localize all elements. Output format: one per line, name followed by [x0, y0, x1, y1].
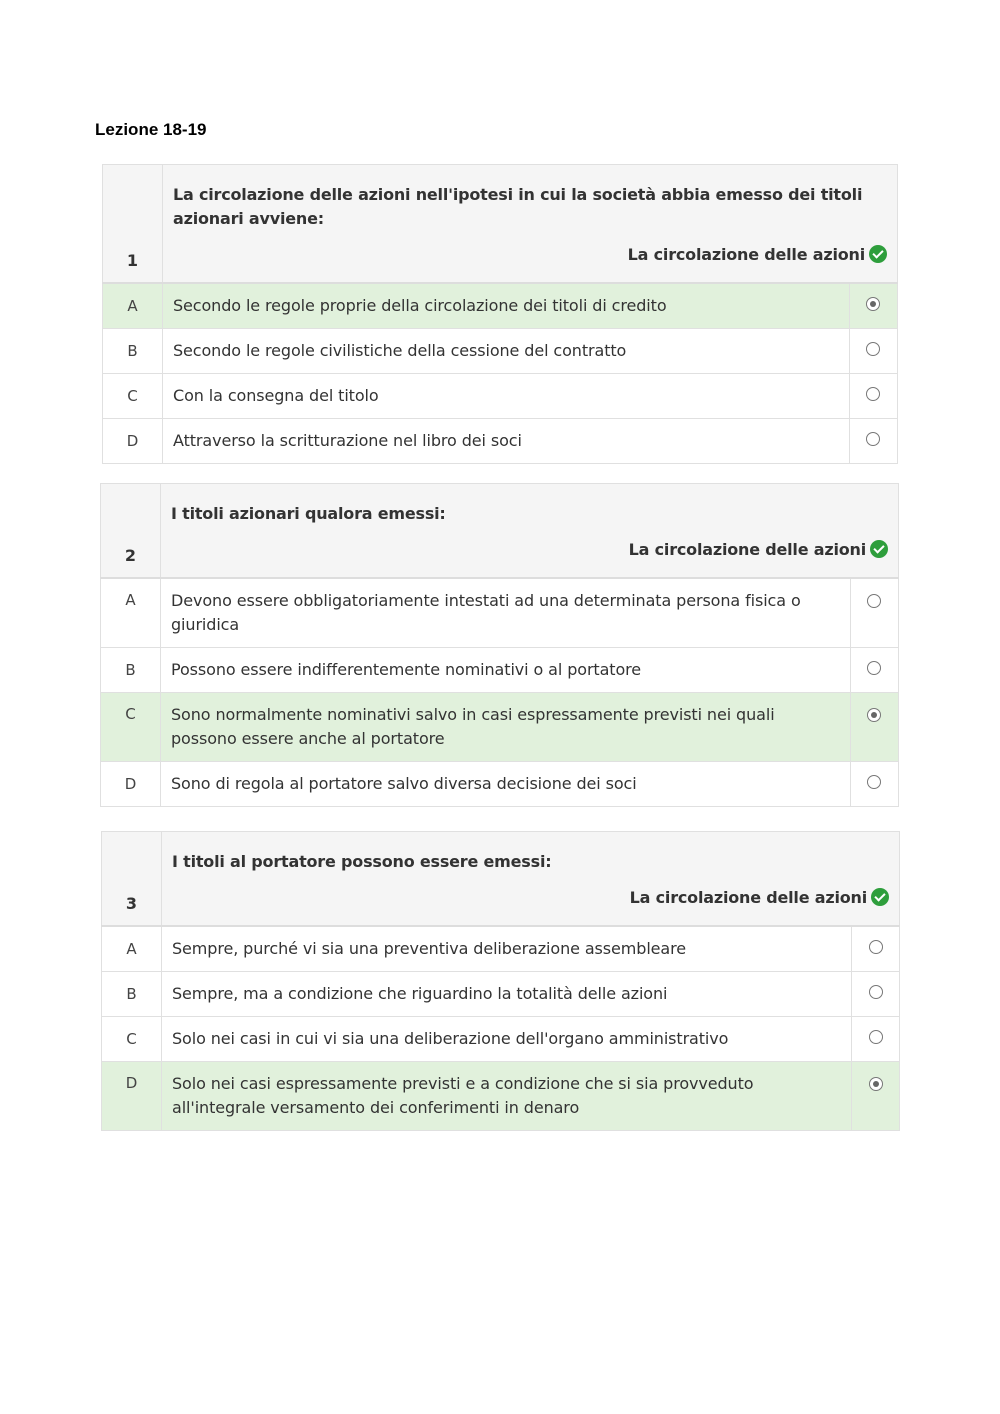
radio-icon[interactable]	[867, 775, 881, 789]
option-letter: D	[102, 1061, 162, 1130]
radio-icon[interactable]	[869, 1030, 883, 1044]
radio-icon[interactable]	[866, 432, 880, 446]
option-row[interactable]	[102, 1016, 900, 1061]
topic-label: La circolazione delle azioni	[627, 244, 865, 264]
page-title: Lezione 18-19	[95, 120, 207, 139]
option-radio-cell[interactable]	[852, 1016, 900, 1061]
option-row[interactable]	[102, 926, 900, 972]
radio-icon[interactable]	[869, 940, 883, 954]
option-row[interactable]	[101, 692, 899, 761]
question-number: 1	[103, 165, 163, 283]
option-text: Secondo le regole civilistiche della cessione del contratto	[163, 328, 850, 373]
radio-selected-icon[interactable]	[866, 297, 880, 311]
option-letter: A	[101, 578, 161, 648]
option-text: Devono essere obbligatoriamente intestati ad una determinata persona fisica o giuridica	[161, 578, 851, 648]
option-letter: D	[101, 761, 161, 806]
option-text: Con la consegna del titolo	[163, 373, 850, 418]
option-letter: A	[103, 283, 163, 329]
option-text: Sempre, purché vi sia una preventiva deliberazione assembleare	[162, 926, 852, 972]
check-circle-icon	[871, 888, 889, 906]
option-row[interactable]	[102, 971, 900, 1016]
option-row[interactable]	[103, 283, 898, 329]
radio-selected-icon[interactable]	[869, 1077, 883, 1091]
question-number: 2	[101, 484, 161, 578]
topic-label: La circolazione delle azioni	[629, 887, 867, 907]
question-text: La circolazione delle azioni nell'ipotesi in cui la società abbia emesso dei titoli azionari avviene:	[173, 184, 863, 228]
topic-label: La circolazione delle azioni	[628, 539, 866, 559]
question-header	[101, 484, 899, 578]
option-radio-cell[interactable]	[852, 971, 900, 1016]
question-number: 3	[102, 832, 162, 926]
check-circle-icon	[869, 245, 887, 263]
option-row[interactable]	[101, 578, 899, 648]
option-radio-cell[interactable]	[850, 578, 898, 648]
option-row[interactable]	[103, 328, 898, 373]
option-text: Secondo le regole proprie della circolazione dei titoli di credito	[163, 283, 850, 329]
option-row[interactable]	[101, 761, 899, 806]
question-body	[163, 165, 898, 283]
option-letter: B	[101, 647, 161, 692]
option-letter: C	[102, 1016, 162, 1061]
option-radio-cell[interactable]	[852, 926, 900, 972]
radio-icon[interactable]	[867, 661, 881, 675]
option-text: Sempre, ma a condizione che riguardino la totalità delle azioni	[162, 971, 852, 1016]
question-1-table	[102, 164, 898, 464]
option-radio-cell[interactable]	[850, 647, 898, 692]
check-circle-icon	[870, 540, 888, 558]
radio-icon[interactable]	[867, 594, 881, 608]
question-body	[161, 484, 899, 578]
question-text: I titoli al portatore possono essere emessi:	[172, 851, 552, 871]
option-radio-cell[interactable]	[849, 328, 897, 373]
option-radio-cell[interactable]	[849, 373, 897, 418]
option-letter: C	[101, 692, 161, 761]
option-text: Solo nei casi espressamente previsti e a condizione che si sia provveduto all'integrale versamento dei conferimenti in denaro	[162, 1061, 852, 1130]
option-text: Sono di regola al portatore salvo diversa decisione dei soci	[161, 761, 851, 806]
option-letter: B	[103, 328, 163, 373]
radio-icon[interactable]	[866, 387, 880, 401]
option-radio-cell[interactable]	[849, 283, 897, 329]
question-topic	[171, 540, 888, 559]
option-letter: D	[103, 418, 163, 463]
question-topic	[173, 245, 887, 264]
question-text: I titoli azionari qualora emessi:	[171, 503, 446, 523]
option-letter: C	[103, 373, 163, 418]
question-header	[103, 165, 898, 283]
radio-icon[interactable]	[869, 985, 883, 999]
option-letter: A	[102, 926, 162, 972]
option-text: Solo nei casi in cui vi sia una deliberazione dell'organo amministrativo	[162, 1016, 852, 1061]
option-radio-cell[interactable]	[850, 692, 898, 761]
question-2-table	[100, 483, 899, 807]
radio-icon[interactable]	[866, 342, 880, 356]
option-row[interactable]	[103, 373, 898, 418]
option-letter: B	[102, 971, 162, 1016]
radio-selected-icon[interactable]	[867, 708, 881, 722]
option-radio-cell[interactable]	[852, 1061, 900, 1130]
option-text: Attraverso la scritturazione nel libro dei soci	[163, 418, 850, 463]
option-row[interactable]	[101, 647, 899, 692]
question-topic	[172, 888, 889, 907]
question-3-table	[101, 831, 900, 1131]
question-body	[162, 832, 900, 926]
option-radio-cell[interactable]	[849, 418, 897, 463]
option-row[interactable]	[102, 1061, 900, 1130]
question-header	[102, 832, 900, 926]
option-radio-cell[interactable]	[850, 761, 898, 806]
option-row[interactable]	[103, 418, 898, 463]
option-text: Possono essere indifferentemente nominativi o al portatore	[161, 647, 851, 692]
option-text: Sono normalmente nominativi salvo in casi espressamente previsti nei quali possono essere anche al portatore	[161, 692, 851, 761]
